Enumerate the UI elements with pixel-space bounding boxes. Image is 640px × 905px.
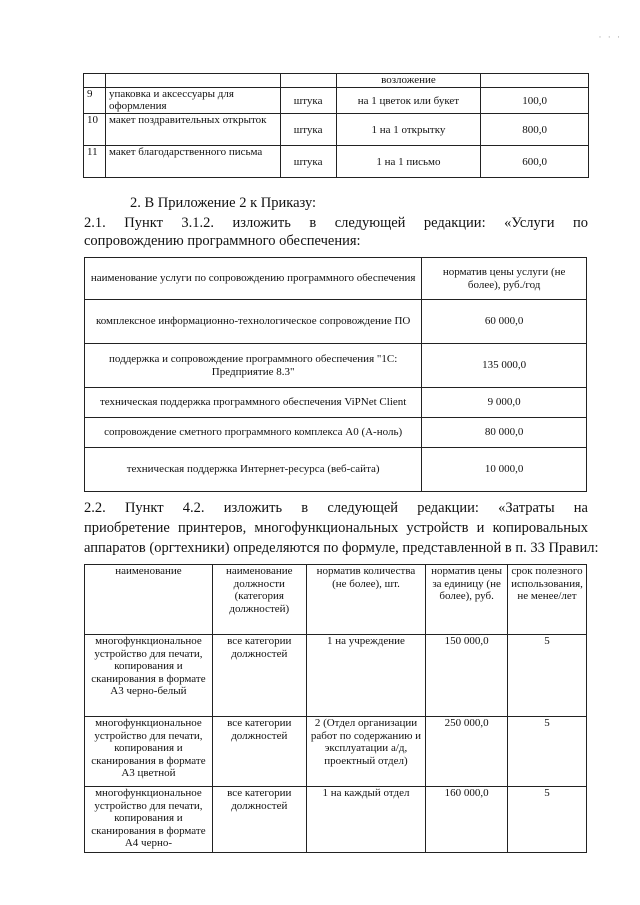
paragraph-2-2-line-3: аппаратов (оргтехники) определяются по формуле, представленной в п. 33 Правил:	[84, 540, 599, 556]
table-row	[84, 74, 589, 88]
term-cell: 5	[507, 717, 586, 787]
service-cell: поддержка и сопровождение программного обеспечения "1С: Предприятие 8.3"	[85, 344, 422, 388]
table-row	[85, 418, 587, 448]
price-cell: 135 000,0	[422, 344, 587, 388]
header-service: наименование услуги по сопровождению программного обеспечения	[85, 258, 422, 300]
paragraph-2-2-line-2: приобретение принтеров, многофункциональных устройств и копировальных	[84, 520, 588, 536]
quantity-cell: 1 на каждый отдел	[306, 787, 426, 853]
table-header-row	[85, 565, 587, 635]
unit-cell: штука	[280, 146, 336, 178]
item-name: макет поздравительных открыток	[105, 114, 280, 146]
equipment-name: многофункциональное устройство для печати, копирования и сканирования в формате А4 черно-	[85, 787, 213, 853]
quantity-cell: 1 на учреждение	[306, 635, 426, 717]
price-cell: 160 000,0	[426, 787, 508, 853]
header-quantity: норматив количества (не более), шт.	[306, 565, 426, 635]
table-header-row	[85, 258, 587, 300]
position-cell: все категории должностей	[212, 787, 306, 853]
basis-cell: на 1 цветок или букет	[336, 88, 481, 114]
table-row	[85, 388, 587, 418]
row-number: 10	[84, 114, 106, 146]
table-row	[85, 635, 587, 717]
header-position: наименование должности (категория должностей)	[212, 565, 306, 635]
price-cell: 100,0	[481, 88, 589, 114]
item-name: упаковка и аксессуары для оформления	[105, 88, 280, 114]
row-number: 9	[84, 88, 106, 114]
paragraph-2-1-line-1: 2.1. Пункт 3.1.2. изложить в следующей редакции: «Услуги по	[84, 215, 588, 231]
service-cell: сопровождение сметного программного комплекса А0 (А-ноль)	[85, 418, 422, 448]
unit-cell: штука	[280, 114, 336, 146]
paragraph-2-2-line-1: 2.2. Пункт 4.2. изложить в следующей редакции: «Затраты на	[84, 500, 588, 516]
table-row	[85, 344, 587, 388]
term-cell: 5	[507, 635, 586, 717]
price-cell: 9 000,0	[422, 388, 587, 418]
service-cell: комплексное информационно-технологическое сопровождение ПО	[85, 300, 422, 344]
header-name: наименование	[85, 565, 213, 635]
table-row	[85, 787, 587, 853]
header-term: срок полезного использования, не менее/лет	[507, 565, 586, 635]
position-cell: все категории должностей	[212, 717, 306, 787]
price-cell: 80 000,0	[422, 418, 587, 448]
price-cell: 250 000,0	[426, 717, 508, 787]
table-row	[85, 300, 587, 344]
service-cell: техническая поддержка программного обеспечения ViPNet Client	[85, 388, 422, 418]
table-row	[85, 448, 587, 492]
table-row	[85, 717, 587, 787]
paragraph-appendix-2: 2. В Приложение 2 к Приказу:	[130, 195, 317, 211]
price-cell: 10 000,0	[422, 448, 587, 492]
price-cell: 800,0	[481, 114, 589, 146]
unit-cell: штука	[280, 88, 336, 114]
equipment-name: многофункциональное устройство для печати, копирования и сканирования в формате А3 черно-белый	[85, 635, 213, 717]
top-table	[83, 73, 589, 178]
table-row	[84, 88, 589, 114]
software-support-table	[84, 257, 587, 492]
table-row	[84, 114, 589, 146]
item-name: макет благодарственного письма	[105, 146, 280, 178]
equipment-name: многофункциональное устройство для печати, копирования и сканирования в формате А3 цветной	[85, 717, 213, 787]
basis-cell: 1 на 1 письмо	[336, 146, 481, 178]
price-cell: 150 000,0	[426, 635, 508, 717]
header-cell: возложение	[336, 74, 481, 88]
table-row	[84, 146, 589, 178]
quantity-cell: 2 (Отдел организации работ по содержанию и эксплуатации а/д, проектный отдел)	[306, 717, 426, 787]
row-number: 11	[84, 146, 106, 178]
scan-mark: · · ·	[598, 32, 622, 42]
equipment-table	[84, 564, 587, 853]
paragraph-2-1-line-2: сопровождению программного обеспечения:	[84, 233, 361, 249]
term-cell: 5	[507, 787, 586, 853]
price-cell: 60 000,0	[422, 300, 587, 344]
position-cell: все категории должностей	[212, 635, 306, 717]
service-cell: техническая поддержка Интернет-ресурса (веб-сайта)	[85, 448, 422, 492]
price-cell: 600,0	[481, 146, 589, 178]
header-price: норматив цены за единицу (не более), руб.	[426, 565, 508, 635]
header-price: норматив цены услуги (не более), руб./год	[422, 258, 587, 300]
basis-cell: 1 на 1 открытку	[336, 114, 481, 146]
